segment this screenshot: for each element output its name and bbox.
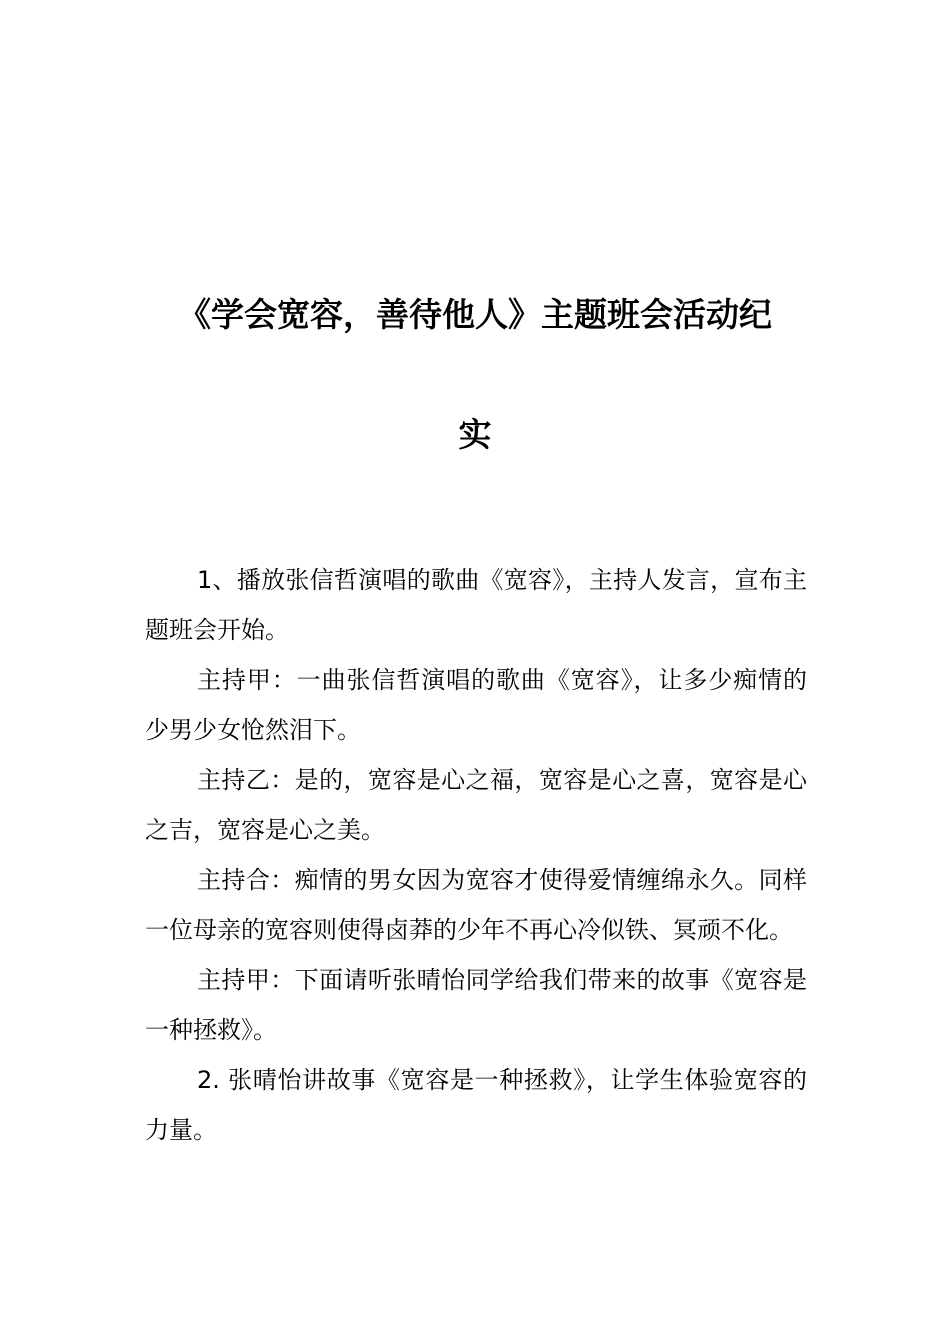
document-body [145, 555, 807, 1155]
document-title-line-1: 《学会宽容，善待他人》主题班会活动纪 [178, 295, 772, 334]
document-title-line-2: 实 [458, 415, 492, 454]
paragraph: 主持甲：一曲张信哲演唱的歌曲《宽容》，让多少痴情的少男少女怆然泪下。 [145, 666, 807, 744]
paragraph: 2. 张晴怡讲故事《宽容是一种拯救》，让学生体验宽容的力量。 [145, 1066, 807, 1144]
paragraph: 主持合：痴情的男女因为宽容才使得爱情缠绵永久。同样一位母亲的宽容则使得卤莽的少年不再心冷似铁、冥顽不化。 [145, 866, 807, 944]
paragraph: 主持甲：下面请听张晴怡同学给我们带来的故事《宽容是一种拯救》。 [145, 966, 807, 1044]
paragraph: 1、播放张信哲演唱的歌曲《宽容》，主持人发言，宣布主题班会开始。 [145, 566, 807, 644]
paragraph: 主持乙：是的，宽容是心之福，宽容是心之喜，宽容是心之吉，宽容是心之美。 [145, 766, 807, 844]
